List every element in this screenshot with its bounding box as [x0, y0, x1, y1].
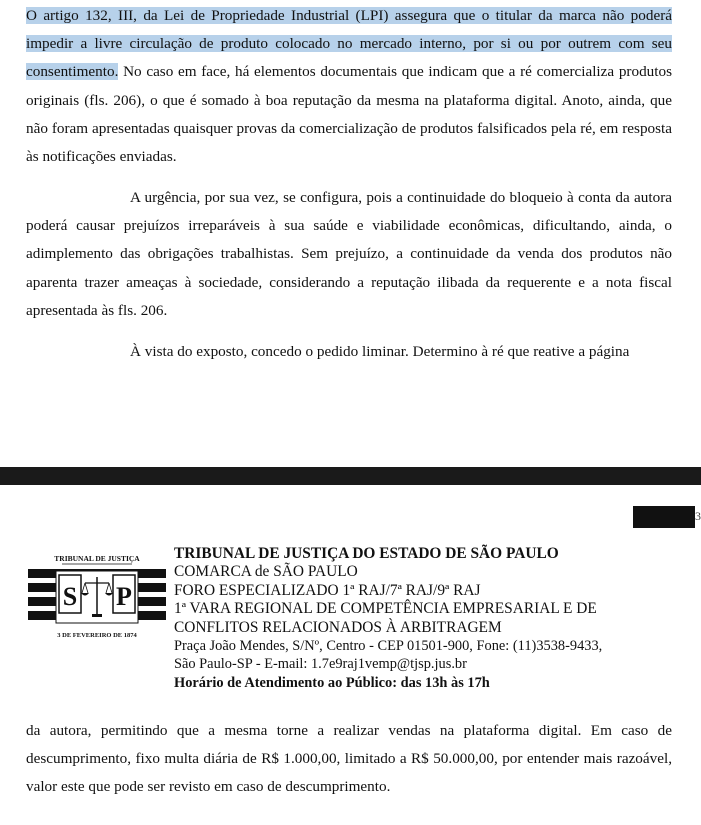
vara-line-1: 1ª VARA REGIONAL DE COMPETÊNCIA EMPRESARIAL E DE	[174, 600, 597, 618]
address-line: Praça João Mendes, S/Nº, Centro - CEP 01501-900, Fone: (11)3538-9433,	[174, 638, 603, 655]
highlighted-text[interactable]: O artigo 132, III, da Lei de Propriedade Industrial (LPI) assegura que o titular da marca não poderá impedir a livre circulação de produto colocado no mercado interno, por si ou por outrem com seu consentimento.	[26, 7, 672, 81]
court-title: TRIBUNAL DE JUSTIÇA DO ESTADO DE SÃO PAULO	[174, 545, 559, 562]
paragraph-lpi	[26, 2, 672, 171]
vara-line-2: CONFLITOS RELACIONADOS À ARBITRAGEM	[174, 618, 502, 636]
logo-bottom-text: 3 DE FEVEREIRO DE 1874	[57, 632, 137, 639]
paragraph-text: A urgência, por sua vez, se configura, pois a continuidade do bloqueio à conta da autora poderá causar prejuízos irreparáveis à sua saúde e viabilidade econômicas, dificultando, ainda, o adimplemento das obrigações trabalhistas. Sem prejuízo, a continuidade da venda dos produtos não aparenta trazer ameaças à sociedade, considerando a reputação ilibada da requerente e a nota fiscal apresentada às fls. 206.	[26, 189, 672, 319]
paragraph-text: da autora, permitindo que a mesma torne a realizar vendas na plataforma digital. Em caso de descumprimento, fixo multa diária de R$ 1.000,00, limitado a R$ 50.000,00, por entender mais razoável, valor este que pode ser revisto em caso de descumprimento.	[26, 722, 672, 796]
foro-line: FORO ESPECIALIZADO 1ª RAJ/7ª RAJ/9ª RAJ	[174, 581, 481, 599]
office-hours: Horário de Atendimento ao Público: das 13h às 17h	[174, 674, 490, 691]
tjsp-seal-logo	[26, 541, 168, 641]
court-header	[174, 545, 602, 692]
paragraph-decision	[26, 338, 672, 366]
logo-letter-p: P	[116, 582, 132, 611]
city-email-line[interactable]: São Paulo-SP - E-mail: 1.7e9raj1vemp@tjsp.jus.br	[174, 656, 467, 673]
comarca-line: COMARCA de SÃO PAULO	[174, 563, 358, 581]
page-break-divider	[0, 467, 701, 485]
redaction-box	[633, 506, 695, 528]
paragraph-text: No caso em face, há elementos documentais que indicam que a ré comercializa produtos originais (fls. 206), o que é somado à boa reputação da mesma na plataforma digital. Anoto, ainda, que não foram apresentadas quaisquer provas da comercialização de produtos falsificados pela ré, em resposta às notificações enviadas.	[26, 63, 672, 166]
paragraph-text: À vista do exposto, concedo o pedido liminar. Determino à ré que reative a página	[130, 343, 630, 360]
logo-letter-s: S	[62, 582, 78, 611]
redaction-edge-char: 3	[695, 509, 701, 523]
paragraph-urgency	[26, 184, 672, 325]
logo-top-text: TRIBUNAL DE JUSTIÇA	[54, 554, 140, 563]
paragraph-penalty	[26, 717, 672, 802]
